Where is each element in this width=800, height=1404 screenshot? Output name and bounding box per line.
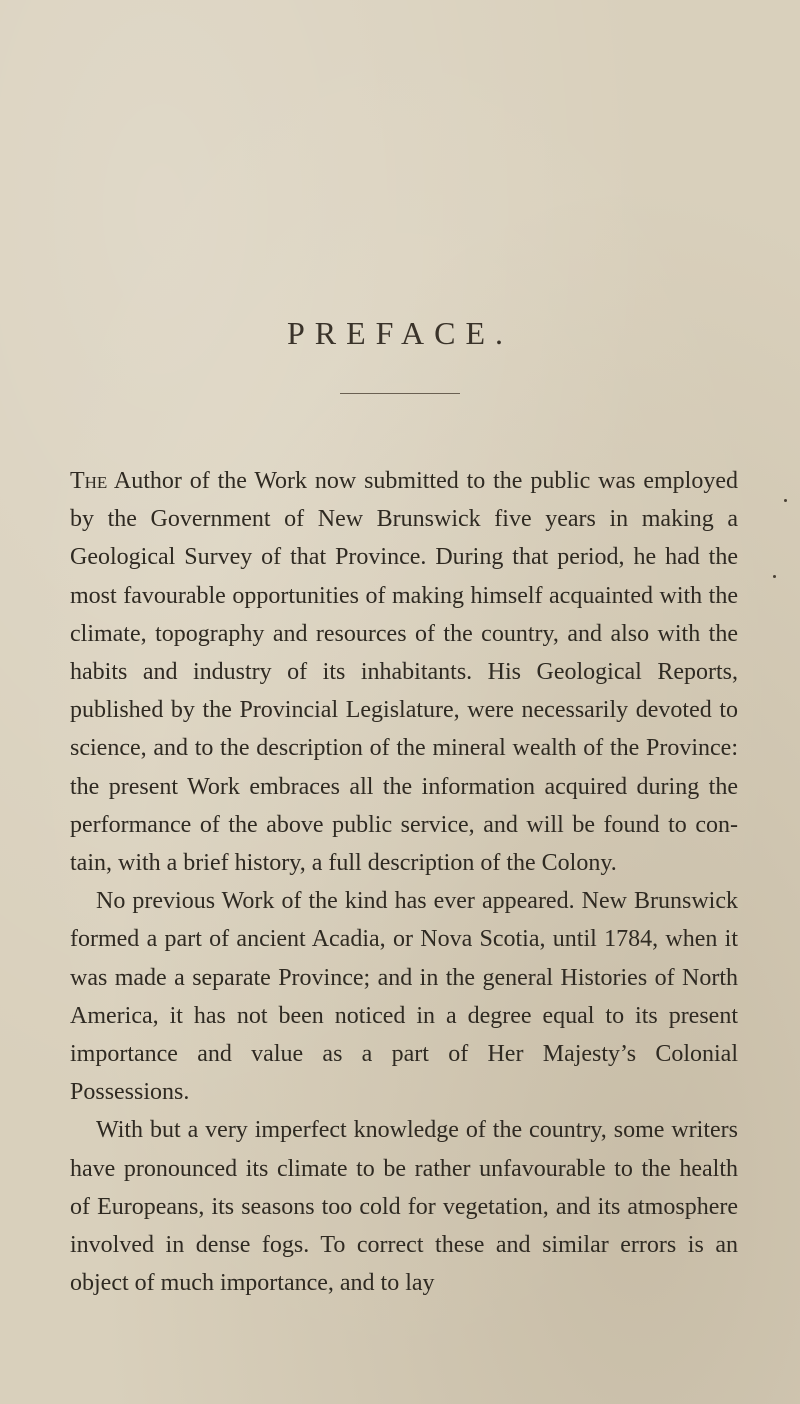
preface-body [70, 462, 738, 1302]
paragraph-2: No previous Work of the kind has ever appeared. New Brunswick formed a part of ancient Acadia, or Nova Scotia, until 1784, when it was made a separate Province; and in the general Histories of North America, it has not been noticed in a degree equal to its present importance and value as a part of Her Majesty’s Colonial Possessions. [70, 888, 738, 1106]
paper-speck [784, 499, 787, 502]
paragraph-3: With but a very imperfect knowledge of the country, some writers have pronounced its climate to be rather unfavourable to the health of Europeans, its seasons too cold for vegetation, and its atmosphere involved in dense fogs. To correct these and similar errors is an object of much importance, and to lay [70, 1117, 738, 1297]
heading-rule [340, 393, 460, 394]
paper-speck [773, 575, 776, 578]
paragraph-1 [70, 462, 738, 882]
paragraph-1-text: Author of the Work now submitted to the public was employed by the Government of New Brunswick five years in making a Geological Survey of that Province. During that period, he had the most favourable opportunities of making himself acquainted with the climate, topography and resources of the country, and also with the habits and industry of its inhabitants. His Geological Reports, published by the Provincial Legislature, were necessarily devoted to science, and to the description of the mineral wealth of the Province: the present Work embraces all the information acquired during the performance of the above public service, and will be found to contain, with a brief history, a full description of the Colony. [70, 468, 738, 877]
paragraph-1-lead: The [70, 468, 108, 494]
page-heading: PREFACE. [286, 315, 514, 351]
